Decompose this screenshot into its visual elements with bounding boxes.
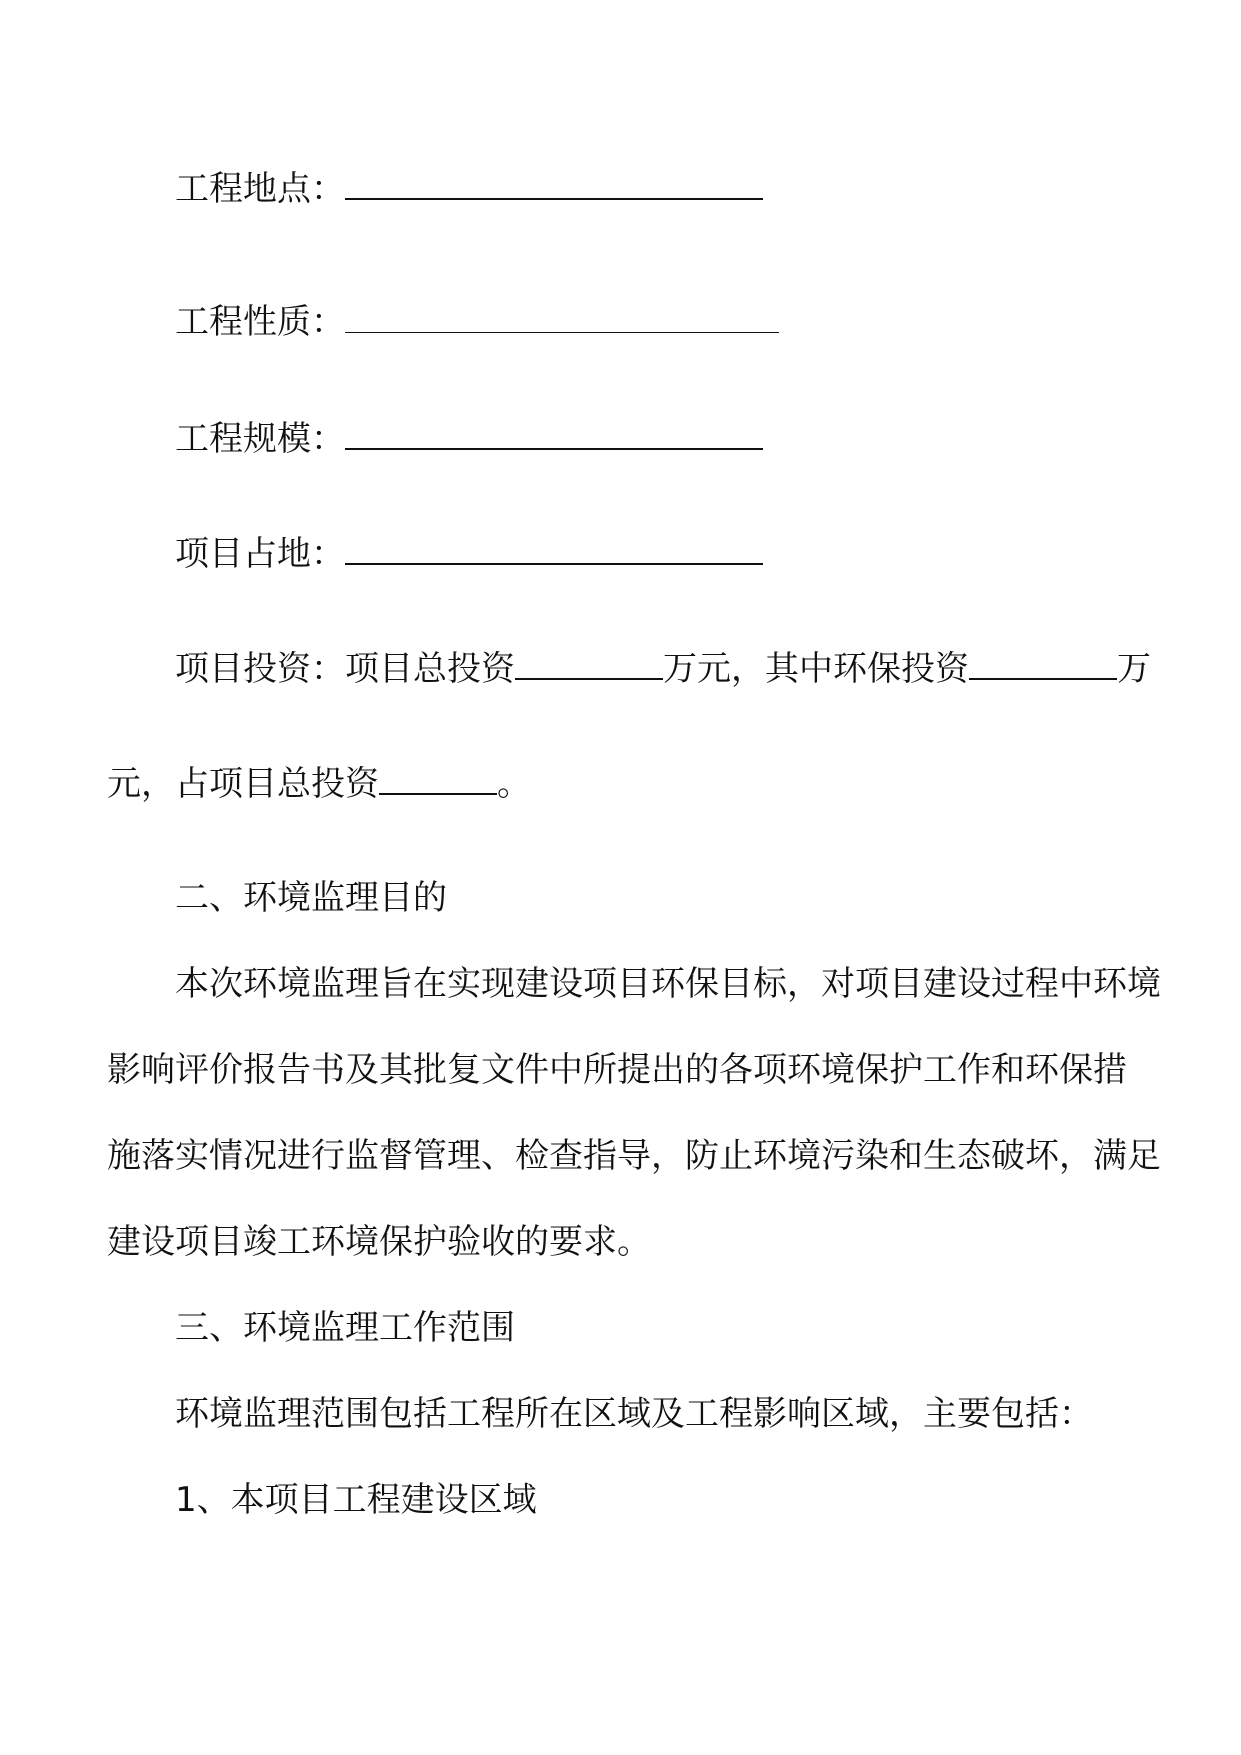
section2-paragraph-line-2: 影响评价报告书及其批复文件中所提出的各项环境保护工作和环保措 — [107, 1050, 1127, 1090]
field-nature-blank — [345, 302, 779, 333]
field-nature — [175, 302, 779, 342]
field-investment-continued — [107, 763, 531, 804]
section3-heading: 三、环境监理工作范围 — [175, 1308, 515, 1348]
field-investment — [175, 648, 1151, 689]
field-land-label: 项目占地： — [175, 534, 345, 574]
section2-paragraph-line-3: 施落实情况进行监督管理、检查指导，防止环境污染和生态破坏，满足 — [107, 1136, 1161, 1176]
investment-ratio-blank — [379, 763, 497, 795]
field-scale-label: 工程规模： — [175, 419, 345, 459]
investment-text-4: 元，占项目总投资 — [107, 764, 379, 804]
field-scale-blank — [345, 418, 763, 450]
total-investment-blank — [515, 648, 663, 680]
section3-item-1: 1、本项目工程建设区域 — [175, 1480, 537, 1520]
section2-paragraph-line-1: 本次环境监理旨在实现建设项目环保目标，对项目建设过程中环境 — [175, 964, 1161, 1004]
field-scale — [175, 418, 763, 459]
field-land-blank — [345, 533, 763, 565]
investment-text-3: 万 — [1117, 649, 1151, 689]
investment-text-2: 万元，其中环保投资 — [663, 649, 969, 689]
field-investment-label: 项目投资： — [175, 649, 345, 689]
env-investment-blank — [969, 648, 1117, 680]
section2-paragraph-line-4: 建设项目竣工环境保护验收的要求。 — [107, 1222, 651, 1262]
section2-heading: 二、环境监理目的 — [175, 878, 447, 918]
field-land — [175, 533, 763, 574]
section3-intro: 环境监理范围包括工程所在区域及工程影响区域，主要包括： — [175, 1394, 1093, 1434]
investment-text-5: 。 — [497, 764, 531, 804]
investment-text-1: 项目总投资 — [345, 649, 515, 689]
field-location-blank — [345, 168, 763, 200]
field-nature-label: 工程性质： — [175, 302, 345, 342]
field-location-label: 工程地点： — [175, 169, 345, 209]
field-location — [175, 168, 763, 209]
